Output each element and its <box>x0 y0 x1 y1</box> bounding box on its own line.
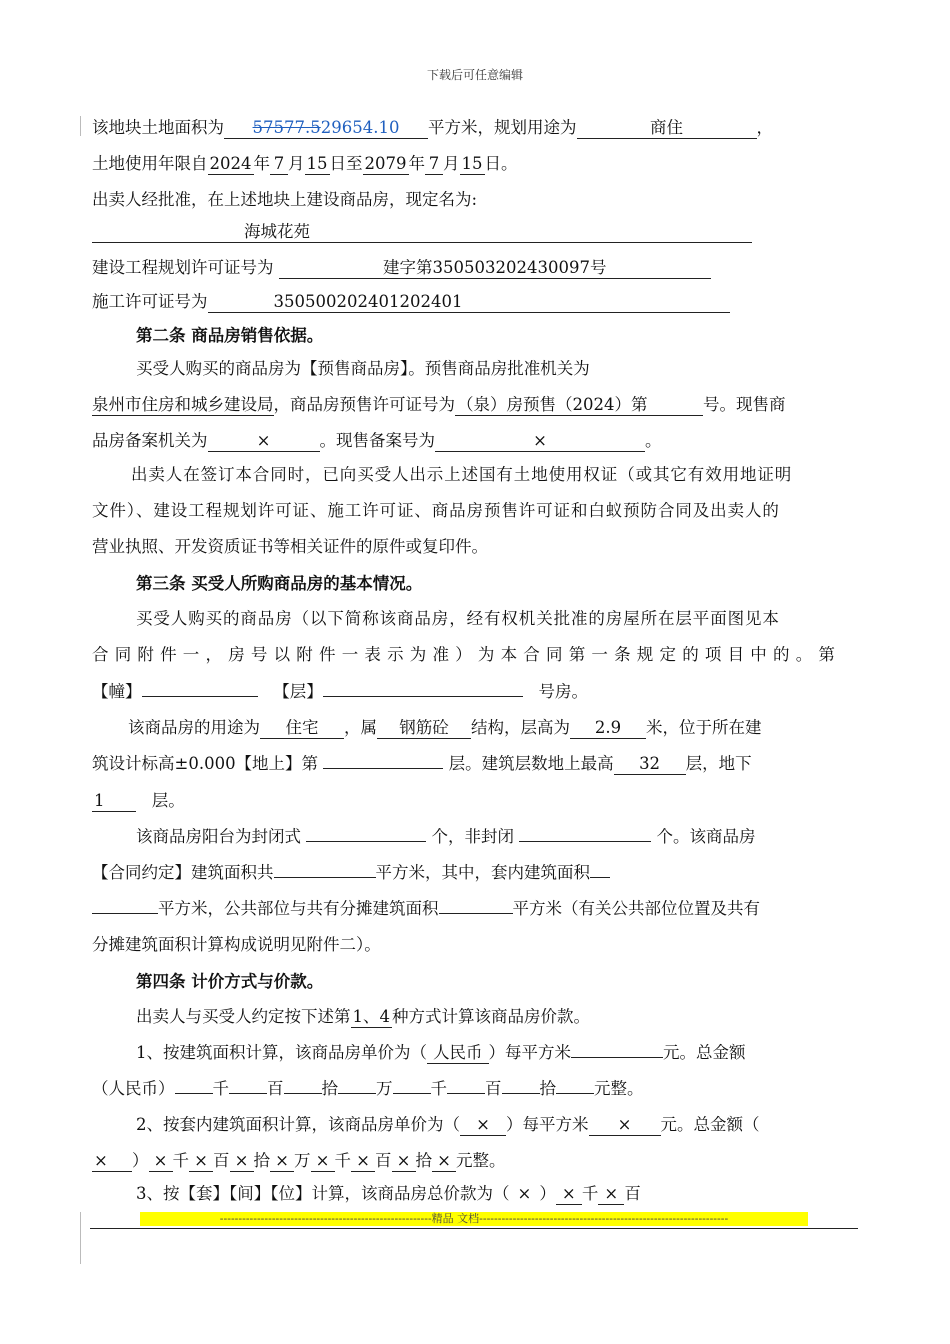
paragraph-line: 出卖人在签订本合同时，已向买受人出示上述国有土地使用权证（或其它有效用地证明 <box>131 465 793 484</box>
paragraph-line: 分摊建筑面积计算构成说明见附件二）。 <box>92 935 381 954</box>
unit-line: 【幢】 【层】 号房。 <box>92 682 588 701</box>
article-3-title: 第三条 买受人所购商品房的基本情况。 <box>136 574 423 593</box>
pricing-method-line: 出卖人与买受人约定按下述第 1、4 种方式计算该商品房价款。 <box>136 1007 590 1026</box>
presale-permit-number: （泉）房预售（2024）第 <box>455 395 703 416</box>
planning-permit-line: 建设工程规划许可证号为 建字第350503202430097号 <box>92 256 711 280</box>
underground-line: 1 层。 <box>94 791 185 810</box>
margin-mark <box>80 1212 81 1264</box>
method-3-line: 3、按【套】【间】【位】计算，该商品房总价款为（ × ） × 千 × 百 <box>136 1184 641 1203</box>
land-area-line: 该地块土地面积为 57577.529654.10 平方米，规划用途为 商住 ， <box>92 118 773 137</box>
method-2-amount-line: × ） × 千 × 百 × 拾 × 万 × 千 × 百 × 拾 × 元整。 <box>94 1151 506 1170</box>
presale-line: 买受人购买的商品房为【预售商品房】。预售商品房批准机关为 <box>136 359 590 378</box>
shared-area-line: 平方米，公共部位与共有分摊建筑面积 平方米（有关公共部位位置及共有 <box>92 897 760 921</box>
project-name-line <box>92 220 752 244</box>
margin-mark <box>80 116 81 136</box>
usage-line: 该商品房的用途为 住宅 ，属 钢筋砼 结构，层高为 2.9 米，位于所在建 <box>128 718 762 737</box>
project-name: 海城花苑 <box>92 222 752 243</box>
footer-banner: ---------------------------------------------------------精品 文档------------------------------------------------------------------- <box>140 1212 808 1226</box>
method-1-line: 1、按建筑面积计算，该商品房单价为（ 人民币 ）每平方米 元。总金额 <box>136 1043 746 1062</box>
planning-permit-number: 建字第350503202430097号 <box>279 258 711 279</box>
presale-authority-line: 泉州市住房和城乡建设局，商品房预售许可证号为 （泉）房预售（2024）第 号。现售商 <box>92 395 786 414</box>
construction-permit-number: 350500202401202401 <box>208 292 730 313</box>
land-area-value: 57577.529654.10 <box>224 118 428 139</box>
article-2-title: 第二条 商品房销售依据。 <box>136 326 324 345</box>
method-2-line: 2、按套内建筑面积计算，该商品房单价为（ × ）每平方米 × 元。总金额（ <box>136 1115 760 1134</box>
paragraph-line: 买受人购买的商品房（以下简称该商品房，经有权机关批准的房屋所在层平面图见本 <box>136 609 780 628</box>
land-term-line: 土地使用年限自 2024 年 7 月 15 日至 2079 年 7 月 15 日。 <box>92 154 518 173</box>
planned-use: 商住 <box>577 118 757 139</box>
project-name-intro: 出卖人经批准，在上述地块上建设商品房，现定名为: <box>92 190 478 209</box>
area-line: 【合同约定】建筑面积共 平方米，其中，套内建筑面积 <box>92 861 610 885</box>
paragraph-line: 文件）、建设工程规划许可证、施工许可证、商品房预售许可证和白蚁预防合同及出卖人的 <box>92 501 780 520</box>
method-1-amount-line: （人民币） 千 百 拾 万 千 百 拾 元整。 <box>92 1079 644 1098</box>
paragraph-line: 营业执照、开发资质证书等相关证件的原件或复印件。 <box>92 537 488 556</box>
presale-authority: 泉州市住房和城乡建设局 <box>92 395 274 414</box>
page-header: 下载后可任意编辑 <box>426 68 523 82</box>
floor-line: 筑设计标高±0.000【地上】第 层。建筑层数地上最高 32 层，地下 <box>92 754 752 773</box>
article-4-title: 第四条 计价方式与价款。 <box>136 972 324 991</box>
paragraph-line: 合同附件一，房号以附件一表示为准）为本合同第一条规定的项目中的。第 <box>92 645 842 664</box>
footer-divider <box>90 1228 858 1229</box>
balcony-line: 该商品房阳台为封闭式 个，非封闭 个。该商品房 <box>136 827 756 846</box>
filing-line: 品房备案机关为 × 。现售备案号为 × 。 <box>92 431 662 450</box>
construction-permit-line: 施工许可证号为 350500202401202401 <box>92 290 730 314</box>
